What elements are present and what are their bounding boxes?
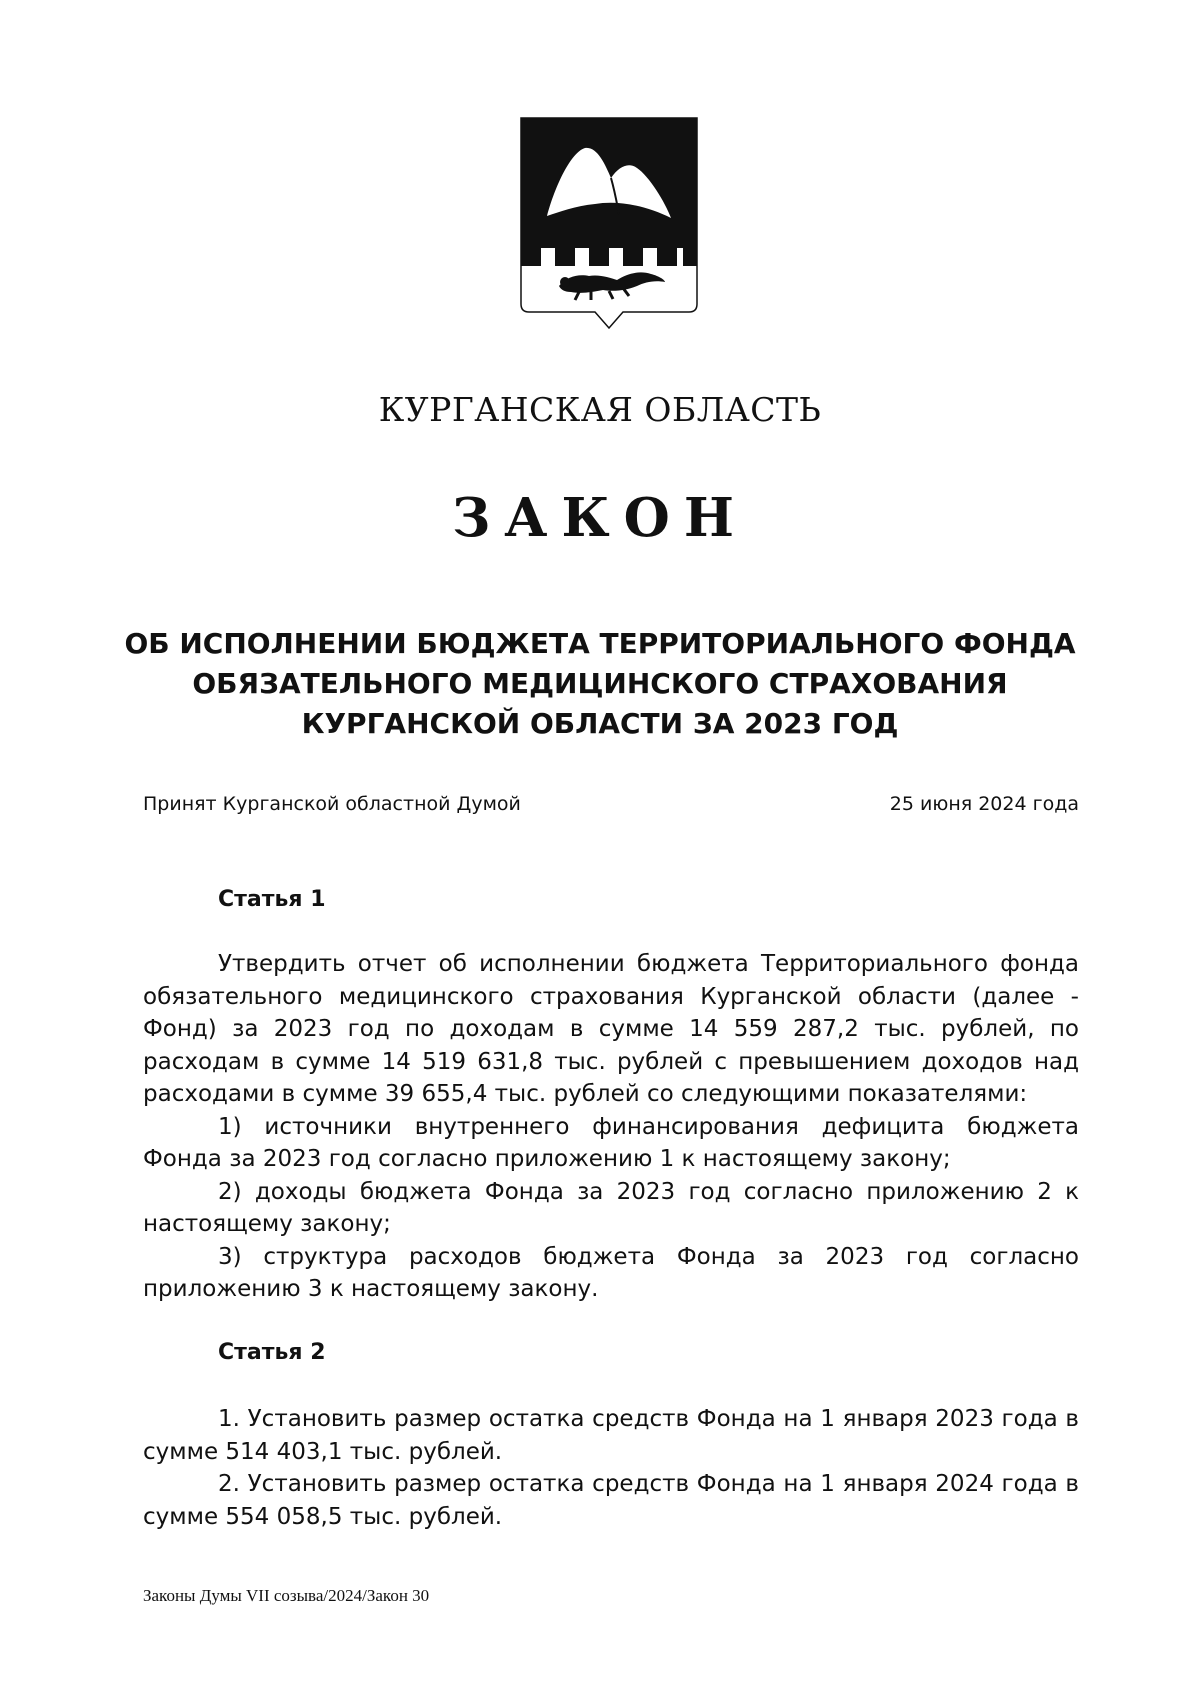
paragraph: 3) структура расходов бюджета Фонда за 2023 год согласно приложению 3 к настоящему закону. <box>143 1243 1079 1302</box>
article-2-body <box>143 1403 1079 1533</box>
coat-of-arms-icon <box>519 116 699 356</box>
paragraph: 2) доходы бюджета Фонда за 2023 год согласно приложению 2 к настоящему закону; <box>143 1178 1079 1237</box>
adopting-body: Принят Курганской областной Думой <box>143 793 521 815</box>
paragraph: 1) источники внутреннего финансирования дефицита бюджета Фонда за 2023 год согласно приложению 1 к настоящему закону; <box>143 1113 1079 1172</box>
article-2-heading: Статья 2 <box>218 1340 326 1365</box>
article-1-body <box>143 948 1079 1306</box>
paragraph: 2. Установить размер остатка средств Фонда на 1 января 2024 года в сумме 554 058,5 тыс. рублей. <box>143 1471 1079 1530</box>
adoption-line <box>143 793 1079 819</box>
subject-line: ОБ ИСПОЛНЕНИИ БЮДЖЕТА ТЕРРИТОРИАЛЬНОГО ФОНДА <box>124 627 1076 660</box>
law-subject-title <box>120 624 1080 744</box>
article-1-heading: Статья 1 <box>218 887 326 912</box>
paragraph: Утвердить отчет об исполнении бюджета Территориального фонда обязательного медицинского страхования Курганской области (далее - Фонд) за 2023 год по доходам в сумме 14 559 287,2 тыс. рублей, по расходам в сумме 14 519 631,8 тыс. рублей с превышением доходов над расходами в сумме 39 655,4 тыс. рублей со следующими показателями: <box>143 951 1079 1107</box>
subject-line: ОБЯЗАТЕЛЬНОГО МЕДИЦИНСКОГО СТРАХОВАНИЯ <box>192 667 1008 700</box>
subject-line: КУРГАНСКОЙ ОБЛАСТИ ЗА 2023 ГОД <box>301 707 899 740</box>
region-title: КУРГАНСКАЯ ОБЛАСТЬ <box>378 390 822 429</box>
paragraph: 1. Установить размер остатка средств Фонда на 1 января 2023 года в сумме 514 403,1 тыс. рублей. <box>143 1406 1079 1465</box>
document-footer: Законы Думы VII созыва/2024/Закон 30 <box>143 1586 430 1605</box>
adoption-date: 25 июня 2024 года <box>889 793 1079 815</box>
document-type-title: ЗАКОН <box>452 487 748 549</box>
